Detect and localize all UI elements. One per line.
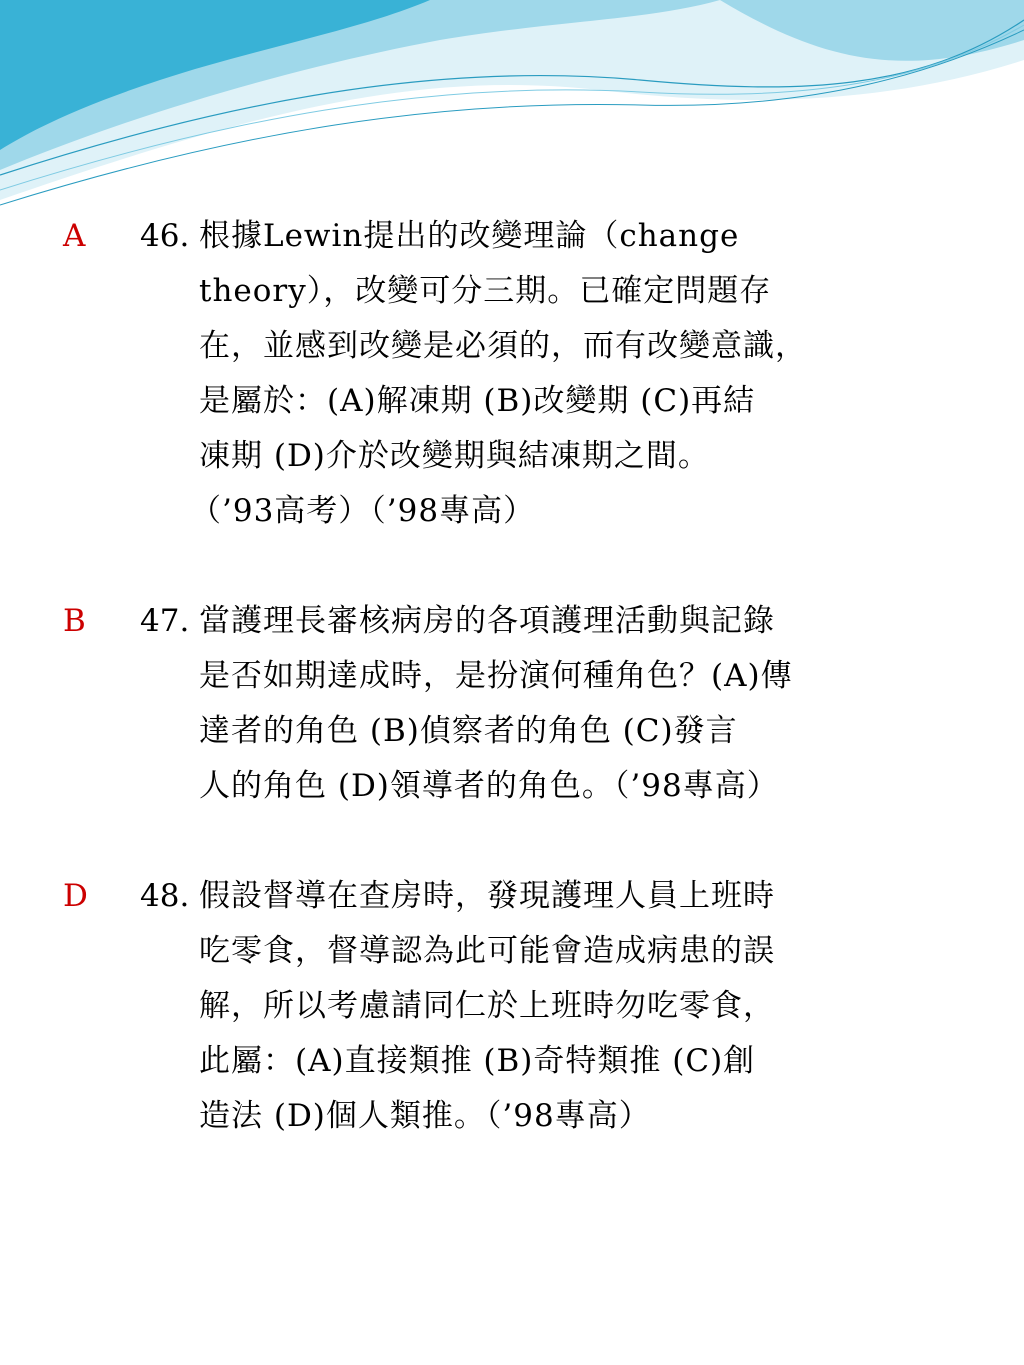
question-text-line: 當護理長審核病房的各項護理活動與記錄 bbox=[199, 603, 775, 639]
header-wave-decoration bbox=[0, 0, 1024, 230]
question-text-line: 吃零食，督導認為此可能會造成病患的誤 bbox=[199, 933, 775, 969]
question-text-line: 假設督導在查房時，發現護理人員上班時 bbox=[199, 878, 775, 914]
question-text-line: 人的角色 (D)領導者的角色。（’98專高） bbox=[199, 768, 779, 804]
question-text-line: theory），改變可分三期。已確定問題存 bbox=[199, 273, 772, 309]
answer-key: B bbox=[63, 603, 86, 639]
question-number: 48. bbox=[140, 878, 190, 914]
question-text-line: 造法 (D)個人類推。（’98專高） bbox=[199, 1098, 651, 1134]
question-text-line: 凍期 (D)介於改變期與結凍期之間。 bbox=[199, 438, 710, 474]
question-text-line: 在，並感到改變是必須的，而有改變意識， bbox=[199, 328, 807, 364]
answer-key: D bbox=[63, 878, 88, 914]
question-text-line: 是否如期達成時，是扮演何種角色？(A)傳 bbox=[199, 658, 793, 694]
question-number: 47. bbox=[140, 603, 190, 639]
answer-key: A bbox=[63, 218, 86, 254]
question-text-line: 根據Lewin提出的改變理論（change bbox=[199, 218, 740, 254]
question-text-line: 此屬：(A)直接類推 (B)奇特類推 (C)創 bbox=[199, 1043, 756, 1079]
question-number: 46. bbox=[140, 218, 190, 254]
question-source-line: （’93高考）（’98專高） bbox=[190, 493, 536, 529]
question-text-line: 達者的角色 (B)偵察者的角色 (C)發言 bbox=[199, 713, 738, 749]
question-text-line: 是屬於：(A)解凍期 (B)改變期 (C)再結 bbox=[199, 383, 756, 419]
question-text-line: 解，所以考慮請同仁於上班時勿吃零食， bbox=[199, 988, 775, 1024]
